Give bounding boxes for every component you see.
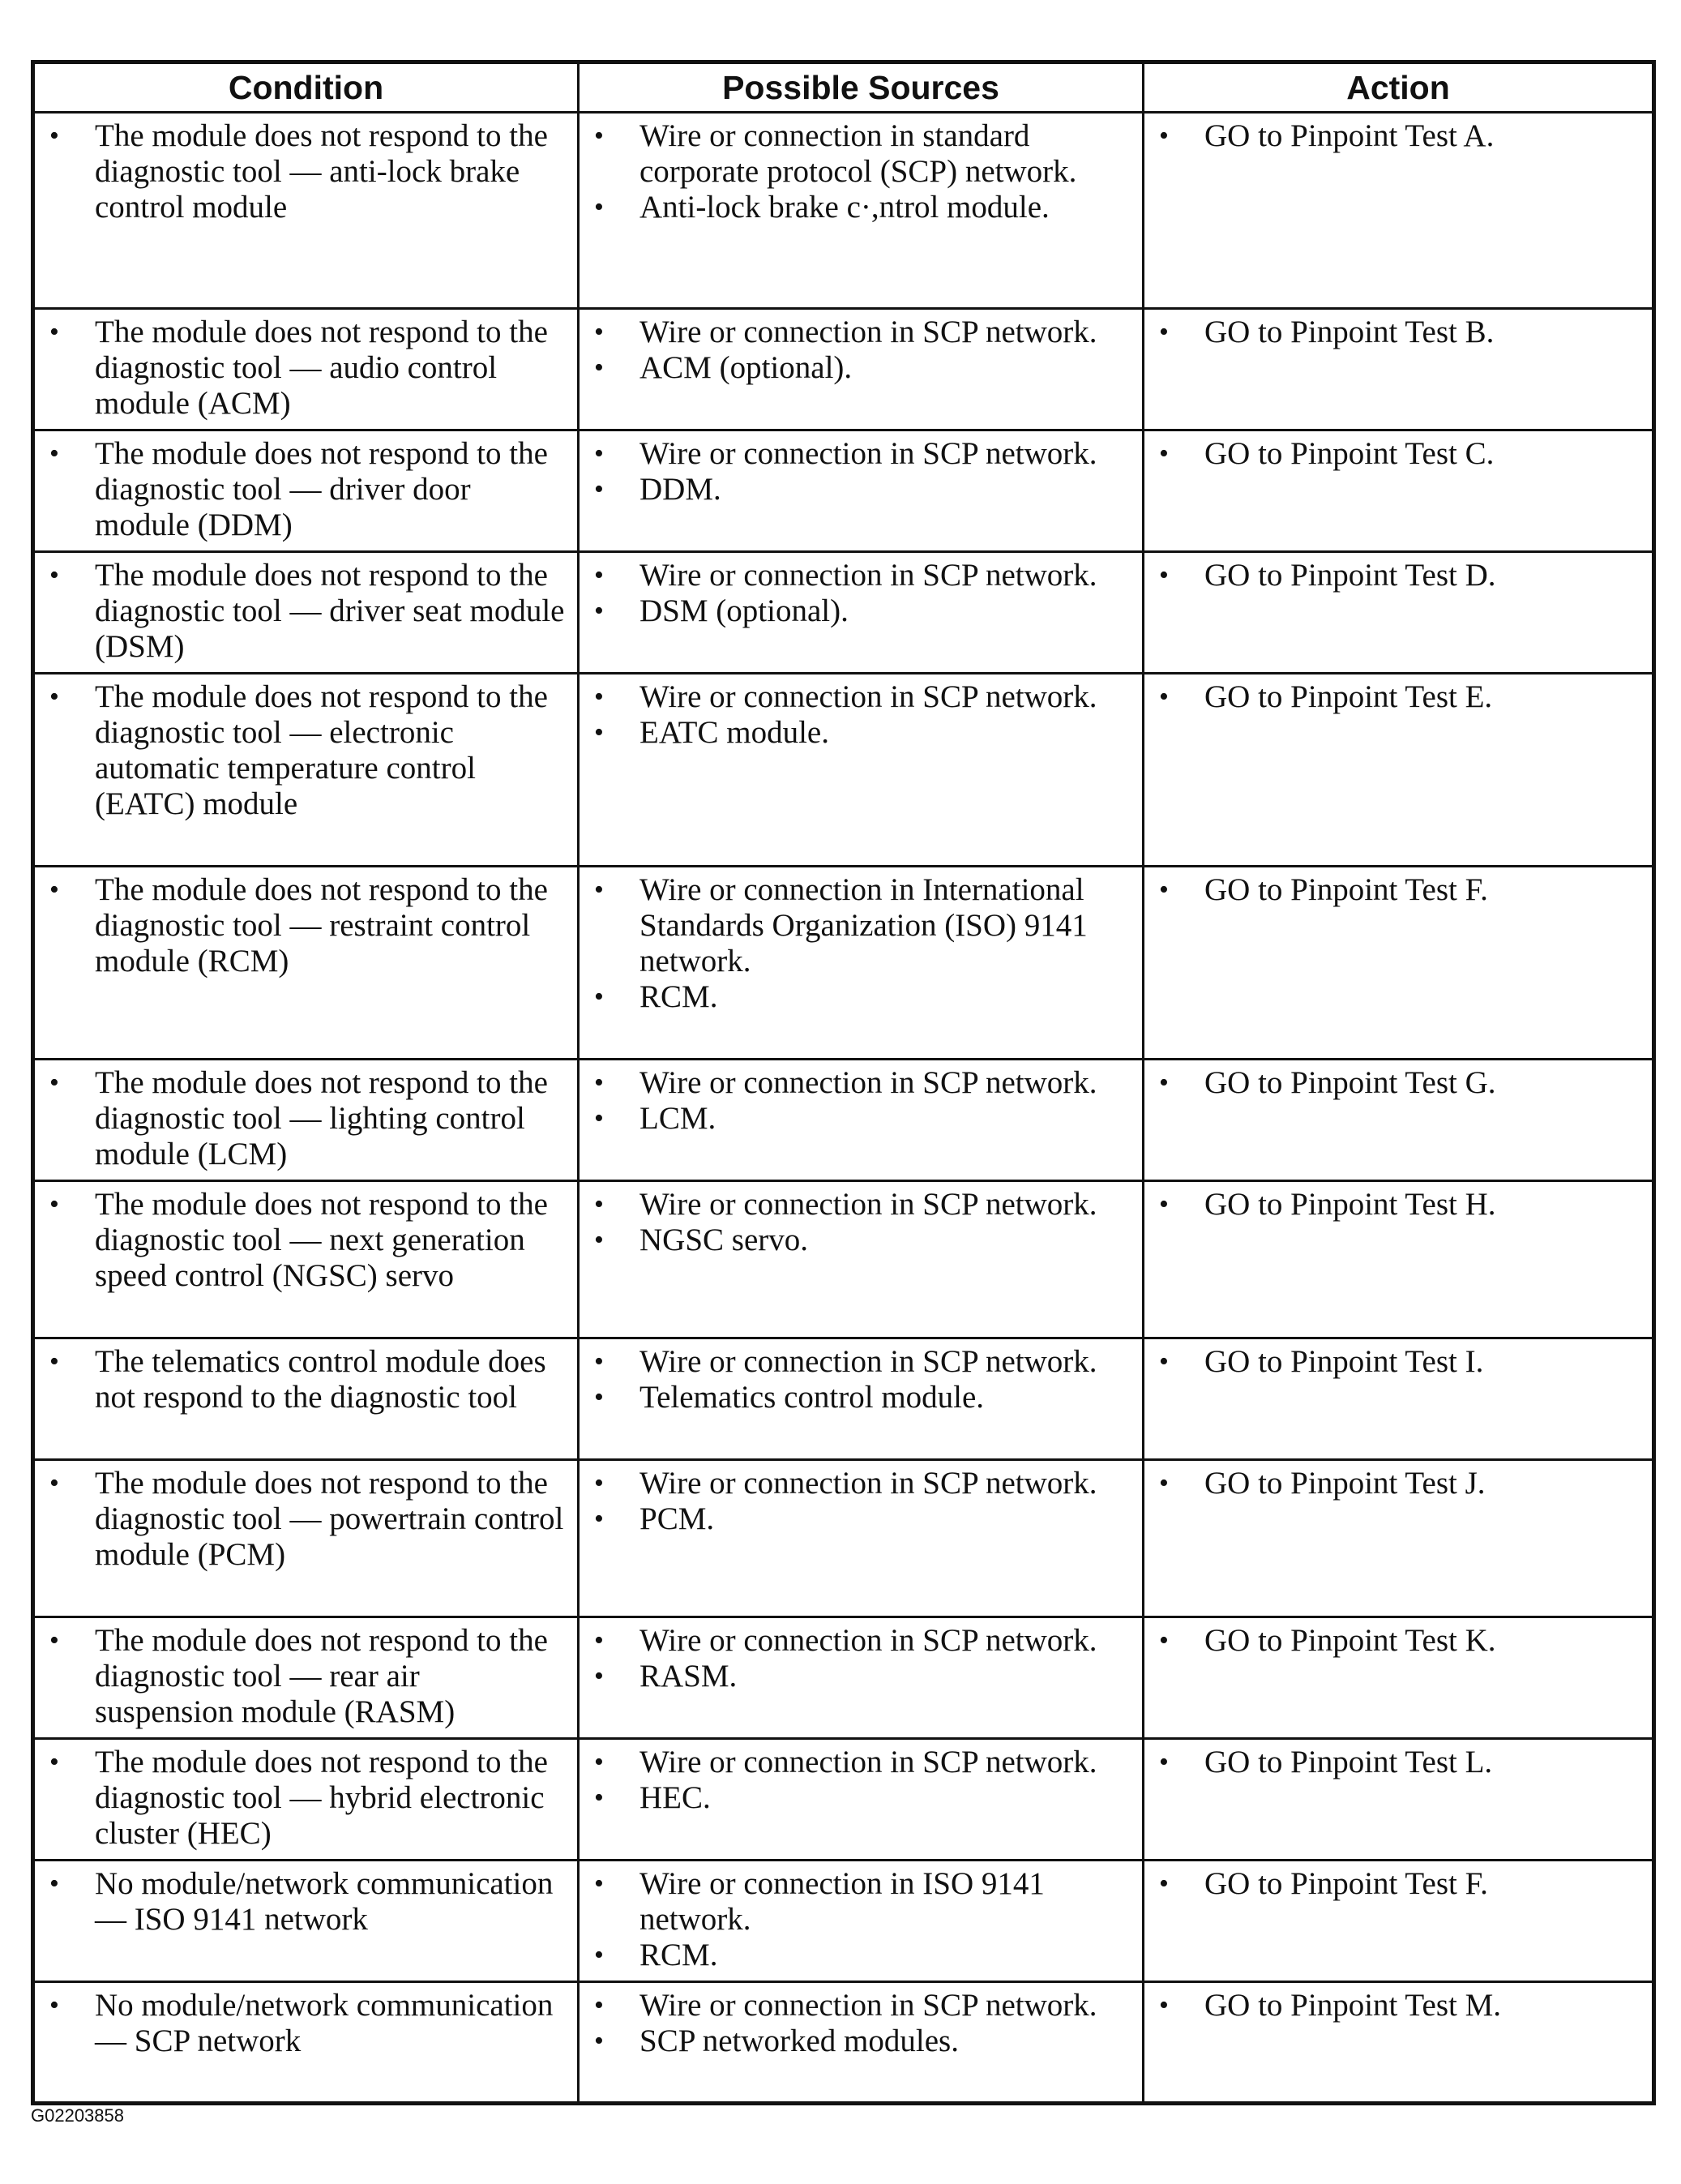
source-item: • RCM.	[591, 979, 1131, 1015]
source-item: • Wire or connection in SCP network.	[591, 1187, 1131, 1223]
header-action: Action	[1144, 62, 1654, 113]
condition-cell	[33, 430, 579, 552]
sources-cell	[579, 1739, 1144, 1861]
header-possible-sources: Possible Sources	[579, 62, 1144, 113]
action-cell	[1144, 1338, 1654, 1460]
action-cell	[1144, 1060, 1654, 1181]
source-item: • EATC module.	[591, 715, 1131, 751]
sources-cell	[579, 1861, 1144, 1982]
sources-cell	[579, 1617, 1144, 1739]
condition-cell	[33, 1460, 579, 1617]
source-item: • Telematics control module.	[591, 1380, 1131, 1415]
action-cell	[1144, 430, 1654, 552]
action-cell	[1144, 1460, 1654, 1617]
condition-cell	[33, 867, 579, 1060]
condition-cell	[33, 674, 579, 867]
condition-text: • The module does not respond to the diagnostic tool — driver seat module (DSM)	[46, 558, 566, 665]
table-row	[33, 430, 1654, 552]
condition-cell	[33, 1181, 579, 1338]
action-text: • GO to Pinpoint Test F.	[1156, 1866, 1640, 1902]
condition-text: • No module/network communication — SCP network	[46, 1988, 566, 2059]
sources-cell	[579, 1060, 1144, 1181]
source-item: • PCM.	[591, 1501, 1131, 1537]
source-item: • Wire or connection in International Standards Organization (ISO) 9141 network.	[591, 872, 1131, 979]
action-cell	[1144, 1739, 1654, 1861]
source-item: • Wire or connection in SCP network.	[591, 1988, 1131, 2023]
sources-cell	[579, 430, 1144, 552]
condition-text: • The module does not respond to the diagnostic tool — driver door module (DDM)	[46, 436, 566, 543]
condition-text: • The module does not respond to the diagnostic tool — hybrid electronic cluster (HEC)	[46, 1745, 566, 1852]
sources-cell	[579, 1460, 1144, 1617]
source-item: • Wire or connection in SCP network.	[591, 558, 1131, 593]
source-item: • DDM.	[591, 472, 1131, 507]
action-text: • GO to Pinpoint Test H.	[1156, 1187, 1640, 1223]
condition-text: • The module does not respond to the diagnostic tool — anti-lock brake control module	[46, 118, 566, 225]
table-row	[33, 867, 1654, 1060]
source-item: • Wire or connection in SCP network.	[591, 679, 1131, 715]
sources-cell	[579, 552, 1144, 674]
action-cell	[1144, 1617, 1654, 1739]
source-item: • Wire or connection in SCP network.	[591, 315, 1131, 350]
action-cell	[1144, 309, 1654, 430]
condition-cell	[33, 1982, 579, 2104]
diagnostic-table-container	[31, 60, 1652, 2105]
sources-cell	[579, 113, 1144, 309]
action-text: • GO to Pinpoint Test J.	[1156, 1466, 1640, 1501]
action-text: • GO to Pinpoint Test G.	[1156, 1065, 1640, 1101]
action-text: • GO to Pinpoint Test B.	[1156, 315, 1640, 350]
condition-text: • The module does not respond to the diagnostic tool — electronic automatic temperature control (EATC) module	[46, 679, 566, 822]
source-item: • Wire or connection in SCP network.	[591, 1344, 1131, 1380]
table-row	[33, 1982, 1654, 2104]
source-item: • NGSC servo.	[591, 1223, 1131, 1258]
table-row	[33, 113, 1654, 309]
sources-cell	[579, 1338, 1144, 1460]
source-item: • Anti-lock brake c·,ntrol module.	[591, 190, 1131, 225]
source-item: • RASM.	[591, 1659, 1131, 1694]
condition-text: • The module does not respond to the diagnostic tool — next generation speed control (NGSC) servo	[46, 1187, 566, 1294]
action-cell	[1144, 1982, 1654, 2104]
condition-text: • The module does not respond to the diagnostic tool — lighting control module (LCM)	[46, 1065, 566, 1172]
condition-cell	[33, 1739, 579, 1861]
action-text: • GO to Pinpoint Test E.	[1156, 679, 1640, 715]
table-row	[33, 1861, 1654, 1982]
source-item: • RCM.	[591, 1938, 1131, 1973]
condition-cell	[33, 1060, 579, 1181]
sources-cell	[579, 1181, 1144, 1338]
condition-cell	[33, 1617, 579, 1739]
sources-cell	[579, 867, 1144, 1060]
source-item: • SCP networked modules.	[591, 2023, 1131, 2059]
table-row	[33, 1460, 1654, 1617]
action-text: • GO to Pinpoint Test A.	[1156, 118, 1640, 154]
source-item: • Wire or connection in ISO 9141 network.	[591, 1866, 1131, 1938]
action-text: • GO to Pinpoint Test C.	[1156, 436, 1640, 472]
action-cell	[1144, 113, 1654, 309]
action-text: • GO to Pinpoint Test F.	[1156, 872, 1640, 908]
action-cell	[1144, 1181, 1654, 1338]
figure-id: G02203858	[31, 2105, 124, 2126]
condition-text: • No module/network communication — ISO 9141 network	[46, 1866, 566, 1938]
source-item: • Wire or connection in SCP network.	[591, 1466, 1131, 1501]
condition-cell	[33, 1338, 579, 1460]
action-cell	[1144, 1861, 1654, 1982]
header-row	[33, 62, 1654, 113]
source-item: • HEC.	[591, 1780, 1131, 1816]
table-row	[33, 1338, 1654, 1460]
source-item: • Wire or connection in standard corporate protocol (SCP) network.	[591, 118, 1131, 190]
condition-text: • The module does not respond to the diagnostic tool — powertrain control module (PCM)	[46, 1466, 566, 1573]
condition-text: • The module does not respond to the diagnostic tool — rear air suspension module (RASM)	[46, 1623, 566, 1730]
condition-cell	[33, 309, 579, 430]
condition-cell	[33, 552, 579, 674]
action-text: • GO to Pinpoint Test L.	[1156, 1745, 1640, 1780]
sources-cell	[579, 1982, 1144, 2104]
condition-cell	[33, 113, 579, 309]
condition-text: • The telematics control module does not respond to the diagnostic tool	[46, 1344, 566, 1415]
source-item: • LCM.	[591, 1101, 1131, 1137]
sources-cell	[579, 674, 1144, 867]
table-row	[33, 1739, 1654, 1861]
table-row	[33, 309, 1654, 430]
action-text: • GO to Pinpoint Test D.	[1156, 558, 1640, 593]
condition-text: • The module does not respond to the diagnostic tool — restraint control module (RCM)	[46, 872, 566, 979]
table-row	[33, 552, 1654, 674]
action-cell	[1144, 552, 1654, 674]
source-item: • Wire or connection in SCP network.	[591, 436, 1131, 472]
symptom-chart-table	[31, 60, 1656, 2105]
table-row	[33, 1060, 1654, 1181]
action-text: • GO to Pinpoint Test M.	[1156, 1988, 1640, 2023]
source-item: • Wire or connection in SCP network.	[591, 1745, 1131, 1780]
sources-cell	[579, 309, 1144, 430]
condition-cell	[33, 1861, 579, 1982]
source-item: • Wire or connection in SCP network.	[591, 1623, 1131, 1659]
condition-text: • The module does not respond to the diagnostic tool — audio control module (ACM)	[46, 315, 566, 422]
action-text: • GO to Pinpoint Test I.	[1156, 1344, 1640, 1380]
table-row	[33, 1617, 1654, 1739]
source-item: • Wire or connection in SCP network.	[591, 1065, 1131, 1101]
header-condition: Condition	[33, 62, 579, 113]
table-row	[33, 674, 1654, 867]
action-cell	[1144, 867, 1654, 1060]
source-item: • DSM (optional).	[591, 593, 1131, 629]
action-text: • GO to Pinpoint Test K.	[1156, 1623, 1640, 1659]
action-cell	[1144, 674, 1654, 867]
table-row	[33, 1181, 1654, 1338]
source-item: • ACM (optional).	[591, 350, 1131, 386]
